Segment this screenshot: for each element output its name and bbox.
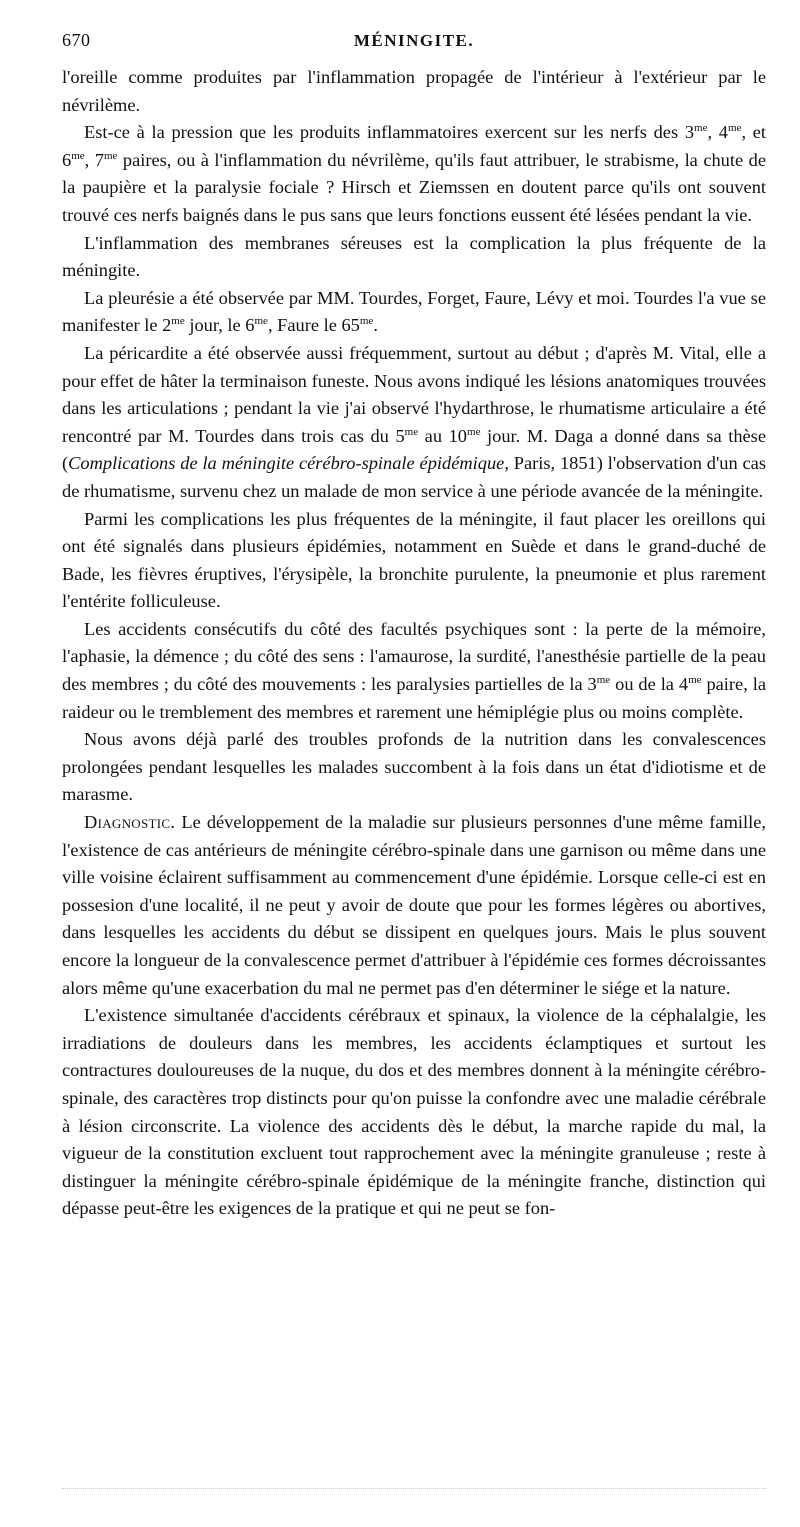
- superscript: me: [103, 149, 118, 162]
- paragraph-text: Nous avons déjà parlé des troubles profonds de la nutrition dans les convalescences prolongées pendant lesquelles les malades succombent à la fois dans un état d'idiotisme et de marasme.: [62, 729, 766, 805]
- paragraph-text: jour. M. Daga a donné dans sa thèse (: [62, 425, 766, 474]
- paragraph-text: paires, ou à l'inflammation du névrilème, qu'ils faut attribuer, le strabisme, la chute de la paupière et la paralysie fociale ? Hirsch et Ziemssen en doutent parce qu'ils ont souvent trouvé ces nerfs baignés dans le pus sans que leurs fonctions eussent été lésées pendant la vie.: [62, 149, 767, 225]
- superscript: me: [71, 149, 85, 162]
- superscript: me: [694, 122, 708, 135]
- superscript: me: [404, 425, 419, 438]
- paragraph-text: .: [373, 315, 378, 336]
- superscript: me: [171, 315, 185, 328]
- paragraph-nutrition: [62, 726, 766, 809]
- paragraph-text: Est-ce à la pression que les produits inflammatoires exercent sur les nerfs des 3: [84, 122, 695, 143]
- body-text: [62, 64, 766, 1223]
- paragraph-text: ou de la 4: [610, 674, 689, 695]
- paragraph-pericardite: [62, 340, 766, 506]
- paragraph-text: , Paris, 1851) l'observation d'un cas de rhumatisme, survenu chez un malade de mon service à une période avancée de la méningite.: [62, 453, 766, 501]
- paragraph-existence-simultanee: [62, 1002, 766, 1223]
- page-number: 670: [62, 30, 91, 50]
- paragraph-text: Les accidents consécutifs du côté des facultés psychiques sont : la perte de la mémoire, l'aphasie, la démence ; du côté des sens : l'amaurose, la surdité, l'anesthésie partielle de la peau des membres ; du côté des mouvements : les paralysies partielles de la 3: [62, 618, 766, 695]
- paragraph-accidents-consecutifs: [62, 616, 766, 726]
- paragraph-text: Le développement de la maladie sur plusieurs personnes d'une même famille, l'existence de cas antérieurs de méningite cérébro-spinale dans une garnison ou même dans une ville voisine éclairent suffisamment au commencement d'une épidémie. Lorsque celle-ci est en possesion d'une localité, il ne peut y avoir de doute que pour les formes légères ou abortives, dans lesquelles les accidents du début se dissipent en quelques jours. Mais le plus souvent encore la longueur de la convalescence permet d'attribuer à l'épidémie ces formes décroissantes alors même qu'une exacerbation du mal ne permet pas d'en déterminer le siége et la nature.: [62, 812, 766, 998]
- paragraph-text: La péricardite a été observée aussi fréquemment, surtout au début ; d'après M. Vital, elle a pour effet de hâter la terminaison funeste. Nous avons indiqué les lésions anatomiques trouvées dans les articulations ; pendant la vie j'ai observé l'hydarthrose, le rhumatisme articulaire a été rencontré par M. Tourdes dans trois cas du 5: [62, 342, 766, 446]
- paragraph-strabisme: [62, 119, 766, 229]
- paragraph-text: , Faure le 65: [267, 315, 360, 336]
- paragraph-text: jour, le 6: [184, 315, 255, 336]
- thesis-title: Complications de la méningite cérébro-spinale épidémique: [68, 453, 505, 474]
- paragraph-text: L'existence simultanée d'accidents cérébraux et spinaux, la violence de la céphalalgie, les irradiations de douleurs dans les membres, les accidents éclamptiques et surtout les contractures douloureuses de la nuque, du dos et des membres donnent à la méningite cérébro-spinale, des caractères trop distincts pour qu'on puisse la confondre avec une maladie cérébrale à lésion circonscrite. La violence des accidents dès le début, la marche rapide du mal, la vigueur de la constitution excluent tout rapprochement avec la méningite granuleuse ; reste à distinguer la méningite cérébro-spinale épidémique de la méningite franche, distinction qui dépasse peut-être les exigences de la pratique et qui ne peut se fon-: [62, 1005, 766, 1219]
- paragraph-text: , et 6: [62, 122, 767, 170]
- paragraph-sereuses: [62, 230, 766, 285]
- paragraph-text: L'inflammation des membranes séreuses est la complication la plus fréquente de la méningite.: [62, 232, 766, 281]
- paragraph-text: paire, la raideur ou le tremblement des membres et rarement une hémiplégie plus ou moins complète.: [62, 674, 766, 722]
- running-head: [62, 30, 766, 64]
- book-page: [62, 30, 766, 1223]
- paragraph-text: , 7: [84, 149, 104, 170]
- superscript: me: [596, 674, 611, 687]
- superscript: me: [254, 315, 268, 328]
- superscript: me: [467, 425, 481, 438]
- paragraph-text: , 4: [707, 122, 728, 143]
- paragraph-text: l'oreille comme produites par l'inflammation propagée de l'intérieur à l'extérieur par le névrilème.: [62, 67, 766, 115]
- superscript: me: [688, 674, 702, 687]
- paragraph-text: au 10: [418, 425, 468, 446]
- running-title: MÉNINGITE.: [353, 31, 475, 50]
- paragraph-text: Parmi les complications les plus fréquentes de la méningite, il faut placer les oreillons qui ont été signalés dans plusieurs épidémies, notamment en Suède et dans le grand-duché de Bade, les fièvres éruptives, l'érysipèle, la bronchite purulente, la pneumonie et plus rarement l'entérite folliculeuse.: [62, 508, 766, 612]
- paragraph-pleuresie: [62, 285, 766, 340]
- superscript: me: [359, 315, 374, 328]
- page-bottom-rule: [62, 1488, 766, 1499]
- paragraph-diagnostic: [62, 809, 766, 1002]
- paragraph-text: La pleurésie a été observée par MM. Tourdes, Forget, Faure, Lévy et moi. Tourdes l'a vue se manifester le 2: [62, 287, 766, 336]
- section-heading: Diagnostic.: [84, 812, 176, 833]
- paragraph-oreillons: [62, 506, 766, 616]
- superscript: me: [727, 122, 742, 135]
- paragraph-continuation: [62, 64, 766, 119]
